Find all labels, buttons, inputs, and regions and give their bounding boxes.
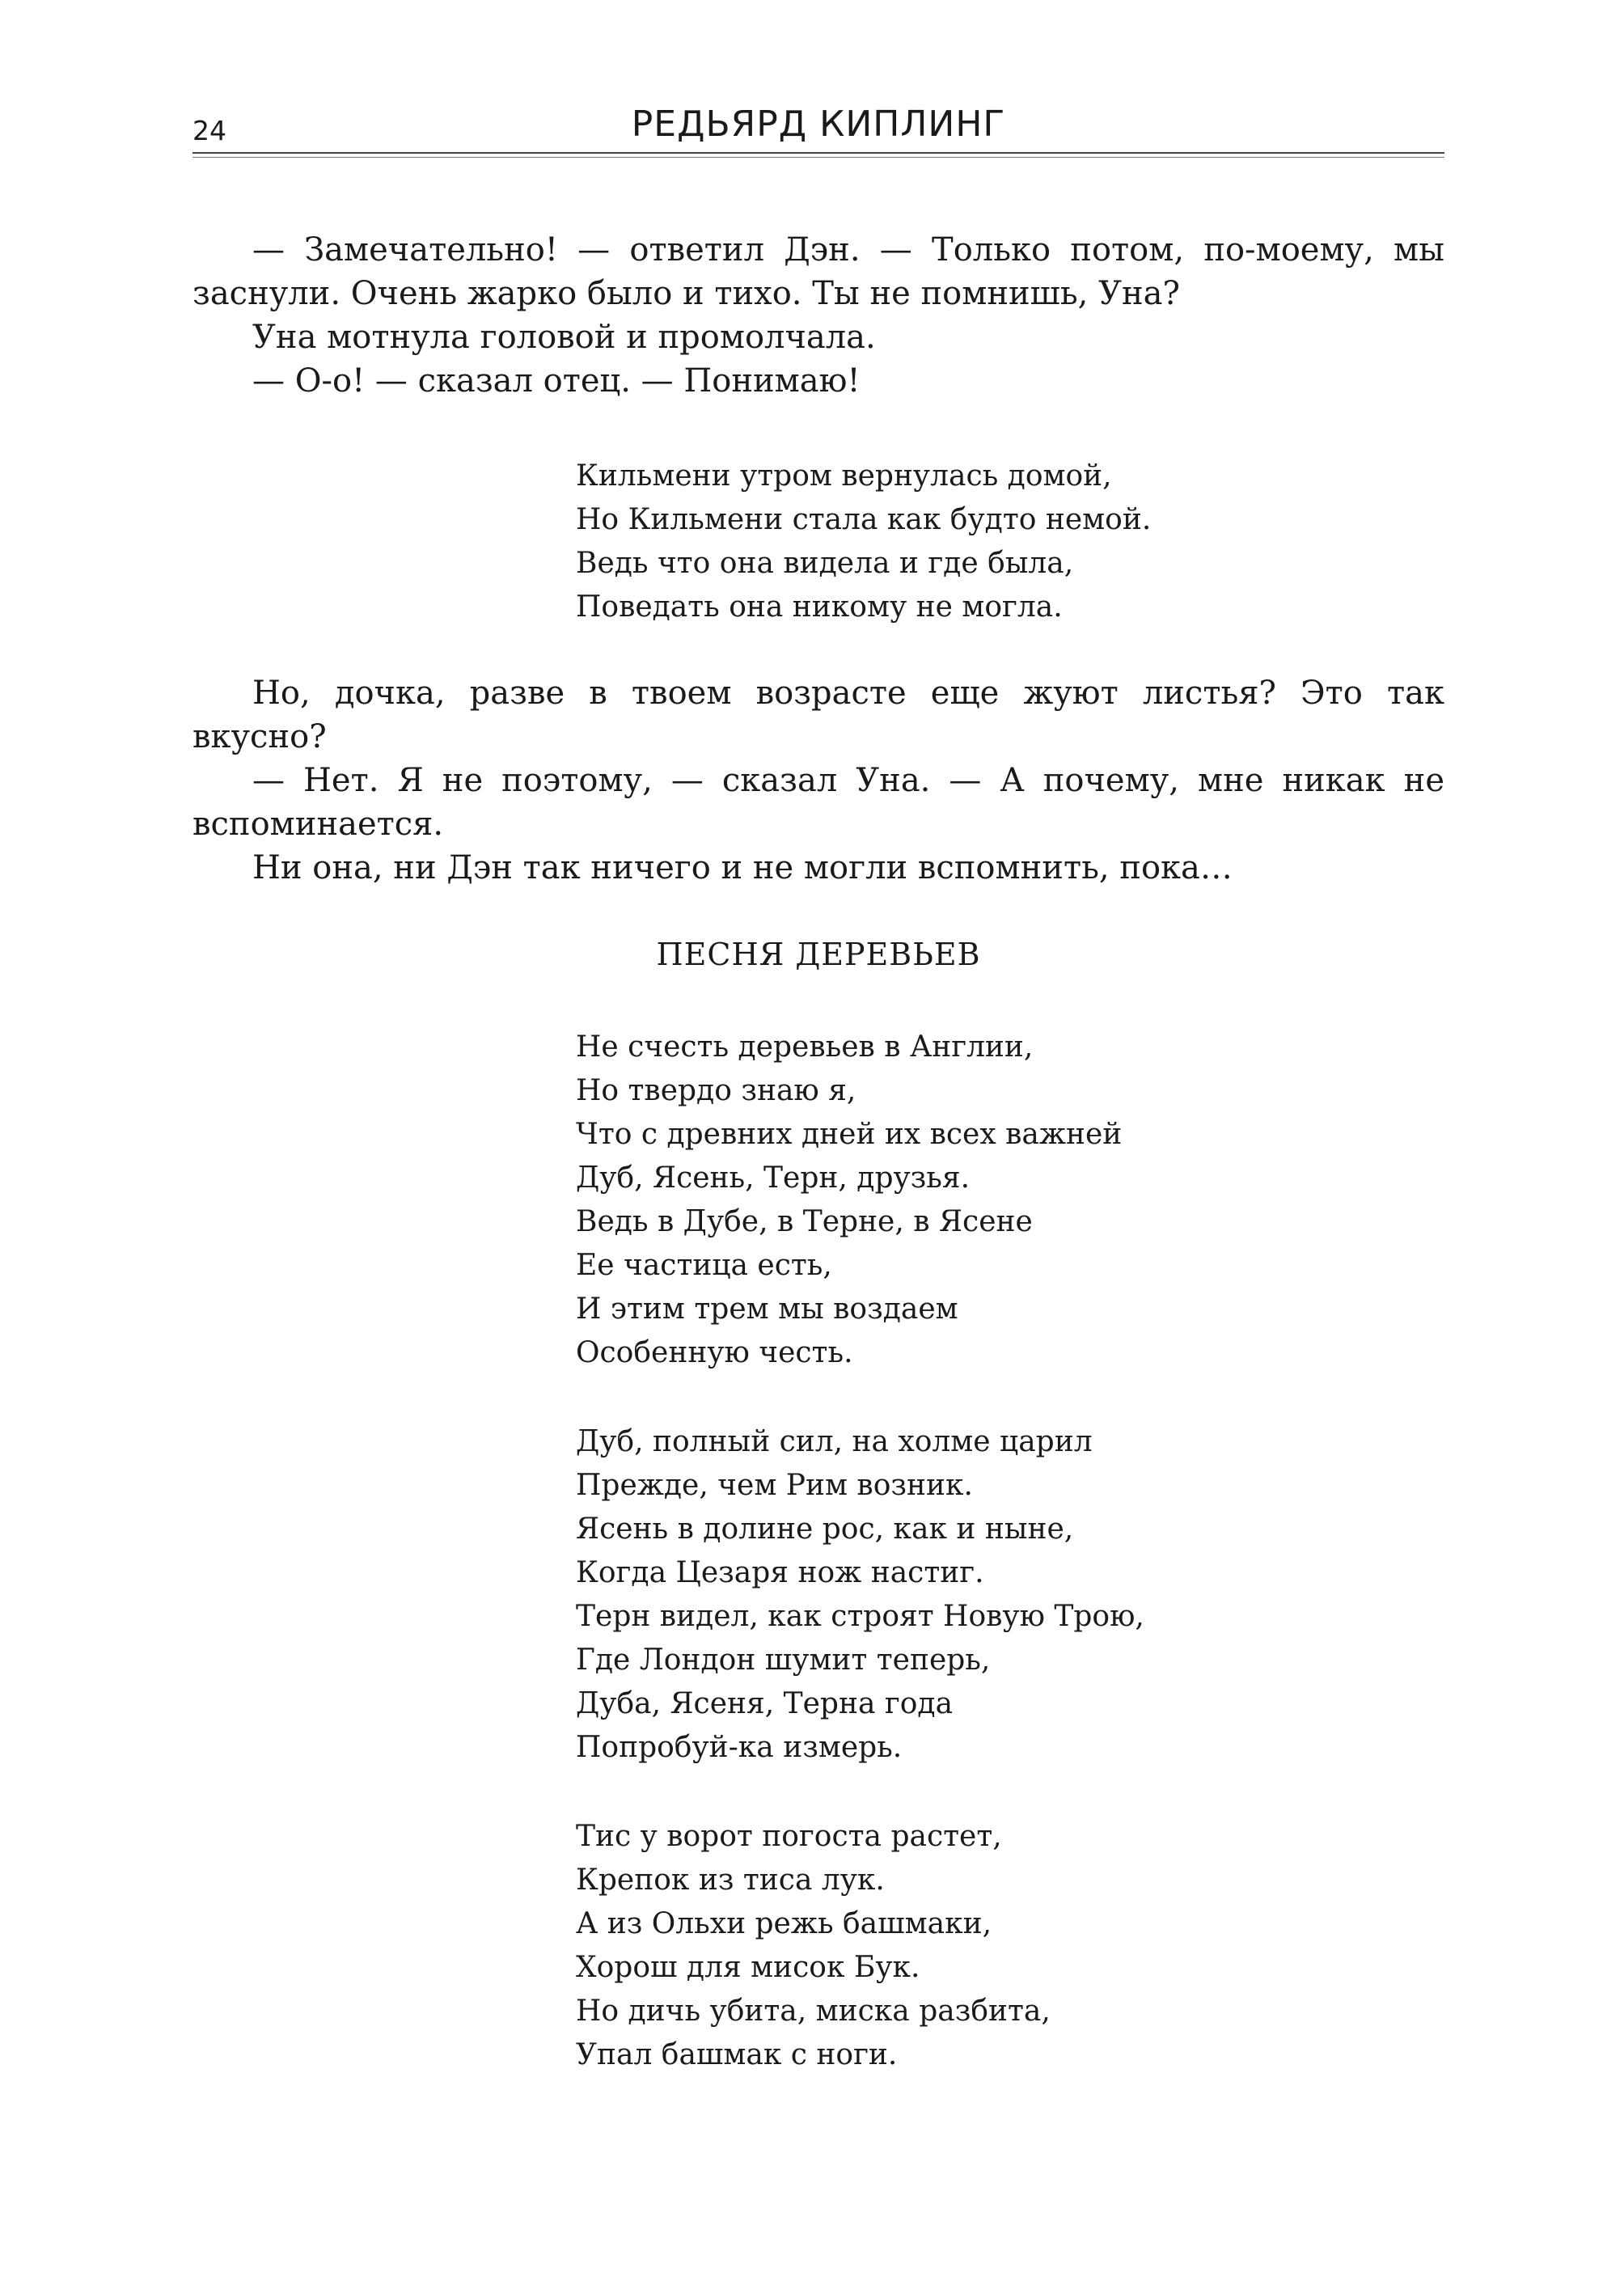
stanza-gap [576, 1375, 1144, 1420]
header-rule [192, 152, 1444, 154]
verse-line: Особенную честь. [576, 1336, 853, 1369]
page-number: 24 [192, 115, 226, 146]
paragraph: — Нет. Я не поэтому, — сказал Уна. — А почему, мне никак не вспоминается. [192, 762, 1444, 843]
verse-line: Прежде, чем Рим возник. [576, 1469, 973, 1502]
verse-line: Упал башмак с ноги. [576, 2038, 898, 2071]
verse-line: Ведь в Дубе, в Терне, в Ясене [576, 1205, 1033, 1238]
verse-line: Попробуй-ка измерь. [576, 1731, 903, 1764]
paragraph: — О-о! — сказал отец. — Понимаю! [252, 362, 861, 400]
verse-line: Кильмени утром вернулась домой, [576, 459, 1112, 493]
verse-line: Крепок из тиса лук. [576, 1864, 885, 1897]
verse-line: Не счесть деревьев в Англии, [576, 1030, 1034, 1064]
verse-line: Дуб, Ясень, Терн, друзья. [576, 1161, 971, 1195]
verse-line: Ее частица есть, [576, 1249, 832, 1282]
paragraph: Уна мотнула головой и промолчала. [252, 319, 876, 356]
verse-line: Что с древних дней их всех важней [576, 1118, 1123, 1151]
stanza-gap [576, 1770, 1144, 1815]
verse-line: Ведь что она видела и где была, [576, 547, 1074, 580]
paragraph: — Замечательно! — ответил Дэн. — Только потом, по-моему, мы заснули. Очень жарко было и тихо. Ты не помнишь, Уна? [192, 231, 1444, 312]
prose-block-middle [192, 671, 1444, 890]
page-header [192, 104, 1444, 152]
verse-line: Дуб, полный сил, на холме царил [576, 1425, 1093, 1458]
verse-line: Но твердо знаю я, [576, 1074, 856, 1107]
song-title: ПЕСНЯ ДЕРЕВЬЕВ [656, 937, 981, 972]
paragraph: Ни она, ни Дэн так ничего и не могли вспомнить, пока… [252, 849, 1233, 886]
verse-line: И этим трем мы воздаем [576, 1292, 958, 1326]
verse-line: Где Лондон шумит теперь, [576, 1644, 991, 1677]
verse-line: Тис у ворот погоста растет, [576, 1820, 1002, 1853]
prose-block-top [192, 228, 1444, 403]
verse-line: Терн видел, как строят Новую Трою, [576, 1600, 1144, 1633]
verse-line: А из Ольхи режь башмаки, [576, 1907, 992, 1940]
verse-line: Дуба, Ясеня, Терна года [576, 1687, 954, 1720]
song-verse [576, 1026, 1144, 2077]
verse-line: Но Кильмени стала как будто немой. [576, 503, 1152, 536]
paragraph: Но, дочка, разве в твоем возрасте еще жуют листья? Это так вкусно? [192, 675, 1444, 755]
verse-line: Хорош для мисок Бук. [576, 1951, 920, 1984]
header-rule-thin [192, 157, 1444, 158]
running-title: РЕДЬЯРД КИПЛИНГ [631, 104, 1006, 145]
verse-kilmeny [576, 455, 1151, 629]
verse-line: Ясень в долине рос, как и ныне, [576, 1512, 1074, 1546]
verse-line: Поведать она никому не могла. [576, 590, 1063, 624]
verse-line: Но дичь убита, миска разбита, [576, 1995, 1051, 2028]
verse-line: Когда Цезаря нож настиг. [576, 1556, 984, 1589]
